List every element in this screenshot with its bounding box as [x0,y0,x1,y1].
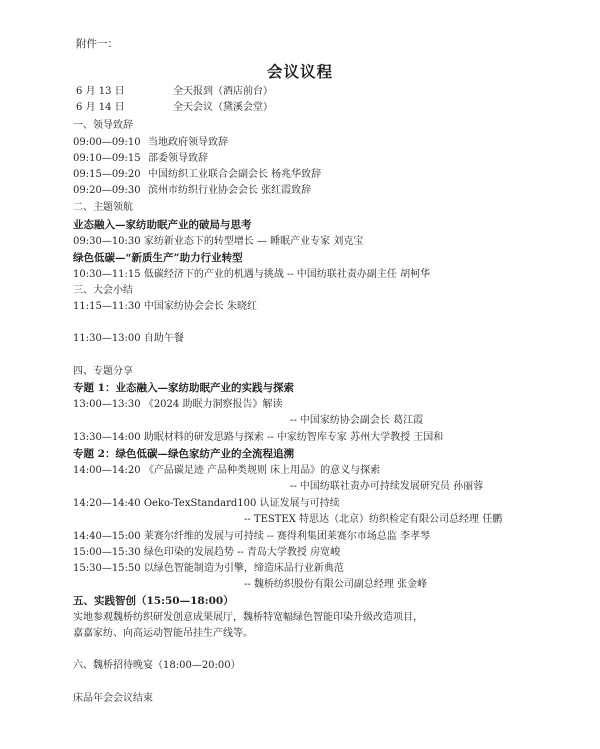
document-title: 会议议程 [266,62,333,81]
agenda-item: 14:00—14:20 《产品碳足迹 产品种类规则 床上用品》的意义与探索 [73,465,381,476]
schedule-date: 6 月 14 日 [76,102,125,113]
agenda-item: 13:30—14:00 助眠材料的研发思路与探索 -- 中家纺智库专家 苏州大学教授 王国和 [73,432,444,443]
speaker-line: -- TESTEX 特思达（北京）纺织检定有限公司总经理 任鹏 [244,514,503,525]
topic-heading: 专题 2：绿色低碳—绿色家纺产业的全流程追溯 [73,448,294,460]
theme-subheading: 绿色低碳—“新质生产”助力行业转型 [73,252,243,264]
agenda-item: 11:15—11:30 中国家纺协会会长 朱晓红 [73,301,257,312]
visit-description: 实地参观魏桥纺织研发创意成果展厅，魏桥特宽幅绿色智能印染升级改造项目， [73,612,423,623]
agenda-item: 10:30—11:15 低碳经济下的产业的机遇与挑战 -- 中国纺联社责办副主任 胡柯华 [73,269,431,280]
section-heading-3: 三、大会小结 [73,285,133,296]
section-heading-2: 二、主题领航 [73,202,133,213]
agenda-time: 09:20—09:30 [73,185,141,196]
section-heading-6: 六、魏桥招待晚宴（18:00—20:00） [73,660,241,671]
agenda-time: 09:00—09:10 [73,137,141,148]
speaker-line: -- 中国家纺协会副会长 葛江霞 [290,415,424,426]
agenda-item: 部委领导致辞 [148,153,208,164]
topic-heading: 专题 1：业态融入—家纺助眠产业的实践与探索 [73,382,294,394]
closing-line: 床品年会会议结束 [73,693,153,704]
agenda-item: 当地政府领导致辞 [148,137,228,148]
agenda-item: 14:40—15:00 莱赛尔纤维的发展与可持续 -- 赛得利集团莱赛尔市场总监 李孝琴 [73,531,431,542]
section-heading-5: 五、实践智创（15:50—18:00） [73,595,234,607]
schedule-desc: 全天报到（酒店前台） [173,86,273,97]
agenda-time: 09:15—09:20 [73,169,141,180]
agenda-item: 中国纺织工业联合会副会长 杨兆华致辞 [148,169,322,180]
speaker-line: -- 魏桥纺织股份有限公司副总经理 张金峰 [244,579,428,590]
agenda-item: 13:00—13:30 《2024 助眠力洞察报告》解读 [73,399,283,410]
agenda-item: 滨州市纺织行业协会会长 张红霞致辞 [148,185,312,196]
attachment-label: 附件一： [76,38,118,50]
schedule-desc: 全天会议（黛溪会堂） [173,102,273,113]
agenda-item: 15:00—15:30 绿色印染的发展趋势 -- 青岛大学教授 房宽峻 [73,547,341,558]
visit-description: 嘉嘉家纺、向高运动智能吊挂生产线等。 [73,628,253,639]
section-heading-4: 四、专题分享 [73,366,133,377]
theme-subheading: 业态融入—家纺助眠产业的破局与思考 [73,219,252,231]
schedule-date: 6 月 13 日 [76,86,125,97]
agenda-item: 09:30—10:30 家纺新业态下的转型增长 — 睡眠产业专家 刘克宝 [73,236,364,247]
speaker-line: -- 中国纺联社责办可持续发展研究员 孙丽蓉 [290,481,484,492]
lunch-line: 11:30—13:00 自助午餐 [73,333,184,344]
agenda-item: 14:20—14:40 Oeko-TexStandard100 认证发展与可持续 [73,498,340,509]
agenda-time: 09:10—09:15 [73,153,141,164]
agenda-item: 15:30—15:50 以绿色智能制造为引擎，缔造床品行业新典范 [73,563,344,574]
section-heading-1: 一、领导致辞 [73,120,133,131]
